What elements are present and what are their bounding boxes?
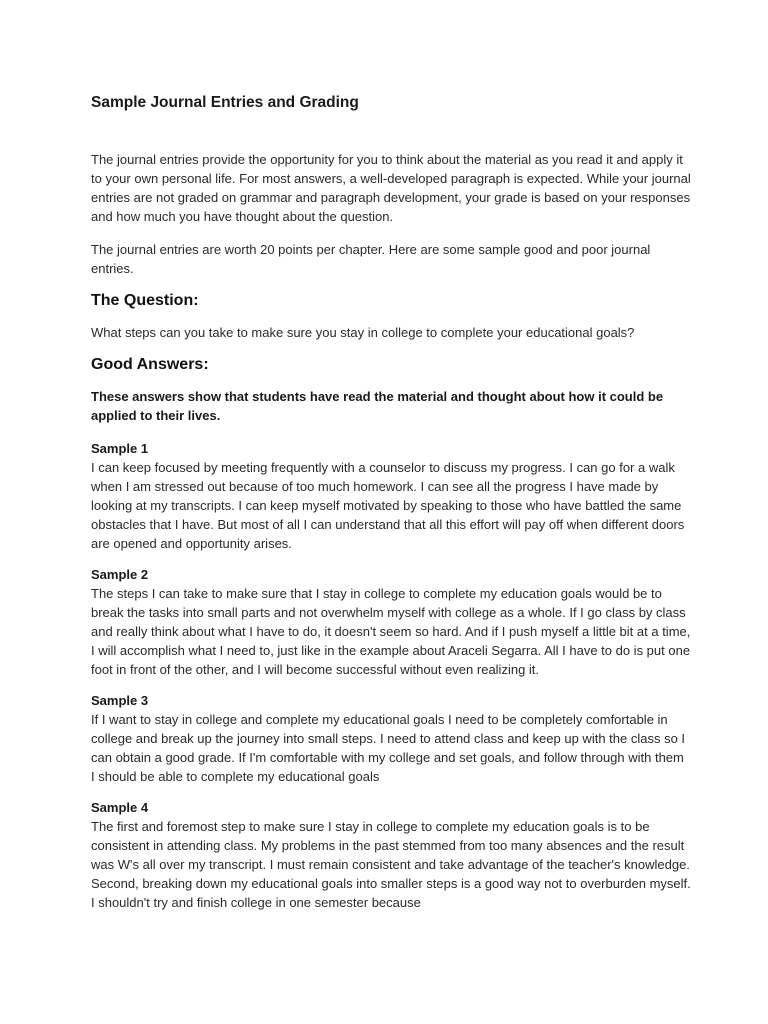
sample-text: The steps I can take to make sure that I stay in college to complete my education goals would be to break the tasks into small parts and not overwhelm myself with college as a whole. If I go class by class and really think about what I have to do, it doesn't seem so hard. And if I push myself a little bit at a time, I will accomplish what I need to, just like in the example about Araceli Segarra. All I have to do is put one foot in front of the other, and I will become successful without even realizing it. [91,586,691,677]
sample-2 [91,565,691,679]
good-answers-intro: These answers show that students have read the material and thought about how it could be applied to their lives. [91,389,664,423]
sample-text: If I want to stay in college and complete my educational goals I need to be completely comfortable in college and break up the journey into small steps. I need to attend class and keep up with the class so I can obtain a good grade. If I'm comfortable with my college and set goals, and follow through with them I should be able to complete my educational goals [91,712,686,784]
question-text: What steps can you take to make sure you stay in college to complete your educational goals? [91,325,635,340]
sample-label: Sample 3 [91,693,149,708]
sample-4 [91,798,691,912]
sample-text: The first and foremost step to make sure I stay in college to complete my education goals is to be consistent in attending class. My problems in the past stemmed from too many absences and the result was W's all over my transcript. I must remain consistent and take advantage of the teacher's knowledge. Second, breaking down my educational goals into smaller steps is a good way not to overburden myself. I shouldn't try and finish college in one semester because [91,819,691,910]
intro-paragraph-2: The journal entries are worth 20 points per chapter. Here are some sample good and poor journal entries. [91,242,651,276]
sample-3 [91,691,691,786]
good-answers-heading: Good Answers: [91,356,209,373]
question-heading: The Question: [91,292,199,309]
sample-label: Sample 4 [91,800,149,815]
intro-paragraph-1: The journal entries provide the opportunity for you to think about the material as you read it and apply it to your own personal life. For most answers, a well-developed paragraph is expected. While your journal entries are not graded on grammar and paragraph development, your grade is based on your responses and how much you have thought about the question. [91,152,691,224]
sample-text: I can keep focused by meeting frequently with a counselor to discuss my progress. I can go for a walk when I am stressed out because of too much homework. I can see all the progress I have made by looking at my transcripts. I can keep myself motivated by speaking to those who have battled the same obstacles that I have. But most of all I can understand that all this effort will pay off when different doors are opened and opportunity arises. [91,460,685,551]
sample-label: Sample 2 [91,567,149,582]
document-title: Sample Journal Entries and Grading [91,94,359,111]
sample-1 [91,439,691,553]
document-body [91,92,691,924]
sample-label: Sample 1 [91,441,149,456]
